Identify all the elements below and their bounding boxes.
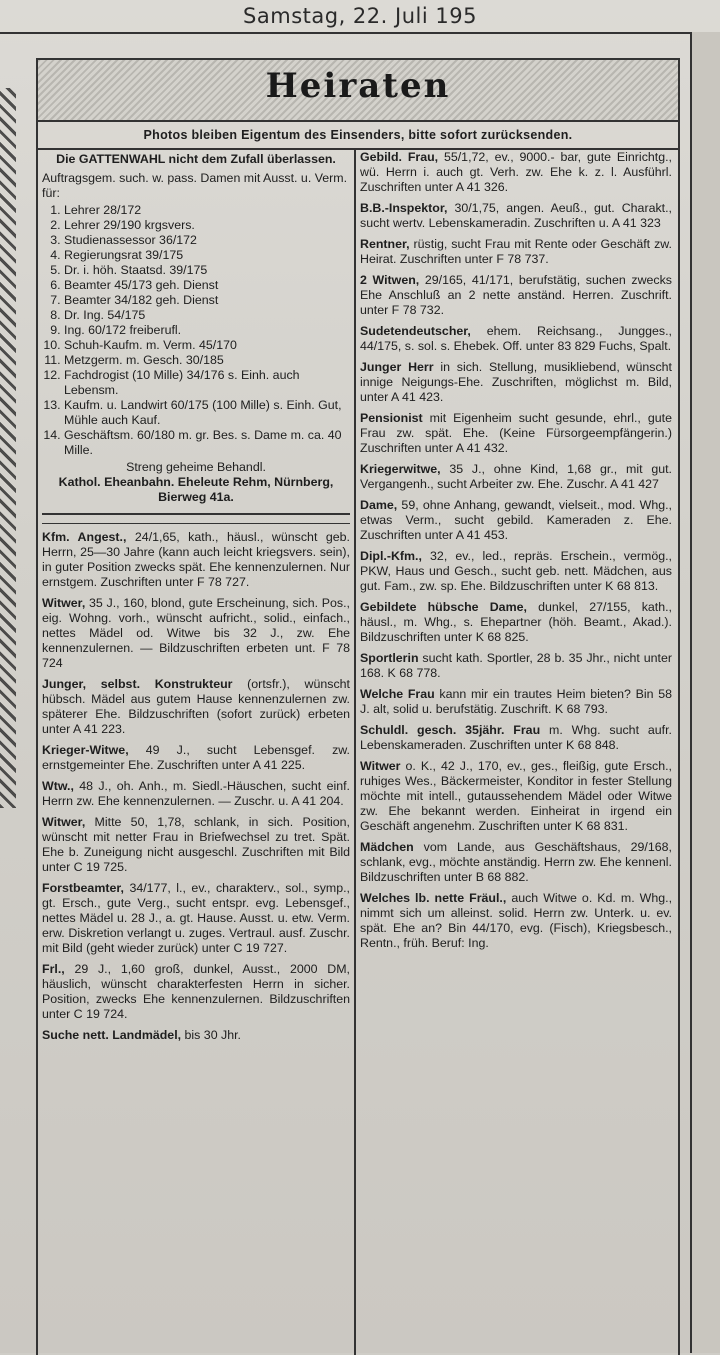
classified-ad <box>360 549 672 594</box>
ad-text: 59, ohne Anhang, gewandt, vielseit., mod. Whg., etwas Verm., sucht gebild. Kameraden z. Ehe. Zuschriften unter A 41 453. <box>360 498 672 542</box>
ad-text: 32, ev., led., repräs. Erschein., vermög., PKW, Haus und Gesch., sucht geb. nett. Mädchen, aus gut. Fam., zw. sp. Ehe. Bildzuschriften unter K 68 813. <box>360 549 672 593</box>
list-item: 13. Kaufm. u. Landwirt 60/175 (100 Mille) s. Einh. Gut, Mühle auch Kauf. <box>64 398 350 428</box>
classified-ad <box>360 600 672 645</box>
ad-text: kann mir ein trautes Heim bieten? Bin 58 J. alt, solid u. berufstätig. Zuschrift. K 68 793. <box>360 687 672 716</box>
ad-lead: Sportlerin <box>360 651 419 665</box>
agency-ad <box>42 152 350 515</box>
ad-text: 30/1,75, angen. Aeuß., gut. Charakt., sucht wertv. Lebenskameradin. Zuschriften u. A 41 323 <box>360 201 672 230</box>
ad-text: (ortsfr.), wünscht hübsch. Mädel aus gutem Hause kennenzulernen zw. späterer Ehe. Bildzuschriften (sofort zurück) erbeten unter A 41 223. <box>42 677 350 736</box>
ad-text: in sich. Stellung, musikliebend, wünscht innige Neigungs-Ehe. Zuschriften, möglichst m. Bild, unter A 41 423. <box>360 360 672 404</box>
classified-ad <box>360 840 672 885</box>
list-item: 4. Regierungsrat 39/175 <box>64 248 350 263</box>
ad-text: vom Lande, aus Geschäftshaus, 29/168, schlank, evg., möchte anständig. Herrn zw. Ehe kennenl. Bildzuschriften unter B 68 882. <box>360 840 672 884</box>
left-ads-list <box>42 523 350 1043</box>
ad-lead: Junger Herr <box>360 360 434 374</box>
classified-ad <box>42 530 350 590</box>
ad-lead: Witwer, <box>42 596 86 610</box>
section-title: Heiraten <box>265 66 451 106</box>
right-column <box>360 150 672 1350</box>
list-item: 6. Beamter 45/173 geh. Dienst <box>64 278 350 293</box>
ad-text: bis 30 Jhr. <box>181 1028 241 1042</box>
top-rule <box>0 32 720 34</box>
ad-lead: Witwer, <box>42 815 86 829</box>
list-item: 14. Geschäftsm. 60/180 m. gr. Bes. s. Dame m. ca. 40 Mille. <box>64 428 350 458</box>
ad-lead: Gebildete hübsche Dame, <box>360 600 527 614</box>
list-item: 2. Lehrer 29/190 krgsvers. <box>64 218 350 233</box>
classified-ad <box>42 962 350 1022</box>
ad-text: o. K., 42 J., 170, ev., ges., fleißig, gute Ersch., ruhiges Wes., Bäckermeister, Konditor in fester Stellung möchte mit intell., gutaussehendem Mädel oder Witwe zw. Ehe bekannt werden. Einheirat in irgend ein Geschäft angenehm. Zuschriften unter K 68 831. <box>360 759 672 833</box>
ad-text: 48 J., oh. Anh., m. Siedl.-Häuschen, sucht einf. Herrn zw. Ehe kennenzulernen. — Zuschr. u. A 41 204. <box>42 779 350 808</box>
ad-lead: Welches lb. nette Fräul., <box>360 891 507 905</box>
ad-lead: Frl., <box>42 962 65 976</box>
classified-ad <box>42 596 350 671</box>
ad-lead: Forstbeamter, <box>42 881 124 895</box>
agency-firm: Kathol. Eheanbahn. Eheleute Rehm, Nürnberg, Bierweg 41a. <box>58 475 334 504</box>
ad-text: mit Eigenheim sucht gesunde, ehrl., gute Frau zw. spät. Ehe. (Keine Fürsorgeempfängerin.) Zuschriften unter A 41 432. <box>360 411 672 455</box>
ad-text: auch Witwe o. Kd. m. Whg., nimmt sich um alleinst. solid. Herrn zw. Unterk. u. ev. spät. Ehe an? Bin 44/170, evg. (Fisch), Kriegsbesch., Rentn., früh. Beruf: Ing. <box>360 891 672 950</box>
ad-lead: Dame, <box>360 498 398 512</box>
classified-ad <box>360 723 672 753</box>
list-item: 10. Schuh-Kaufm. m. Verm. 45/170 <box>64 338 350 353</box>
ad-text: rüstig, sucht Frau mit Rente oder Geschäft zw. Heirat. Zuschriften unter F 78 737. <box>360 237 672 266</box>
ad-text: sucht kath. Sportler, 28 b. 35 Jhr., nicht unter 168. K 68 778. <box>360 651 672 680</box>
list-item: 1. Lehrer 28/172 <box>64 203 350 218</box>
ad-text: 35 J., 160, blond, gute Erscheinung, sich. Pos., eig. Wohng. vorh., wünscht aufricht., solid., einfach., nettes Mädel od. Witwe bis 32 J., zw. Ehe kennenzulernen. — Bildzuschriften erbeten unt. F 78 724 <box>42 596 350 670</box>
classified-ad <box>360 498 672 543</box>
ad-lead: Welche Frau <box>360 687 435 701</box>
ad-text: 29 J., 1,60 groß, dunkel, Ausst., 2000 DM, häuslich, wünscht charakterfesten Herrn in sicher. Position, zwecks Ehe kennenzulernen. Bildzuschriften unter C 19 724. <box>42 962 350 1021</box>
ad-text: Mitte 50, 1,78, schlank, in sich. Position, wünscht mit netter Frau in Briefwechsel zu tret. Spät. Ehe b. Zuneigung nicht ausgeschl. Zuschriften mit Bild unter C 19 725. <box>42 815 350 874</box>
classified-ad <box>360 324 672 354</box>
ad-lead: Witwer <box>360 759 401 773</box>
ad-text: 24/1,65, kath., häusl., wünscht geb. Herrn, 25—30 Jahre (kann auch leicht kriegsvers. sein), in guter Position zwecks spät. Ehe kennenzulernen. Nur ernstgem. Zuschriften unter F 78 727. <box>42 530 350 589</box>
list-item: 3. Studienassessor 36/172 <box>64 233 350 248</box>
list-item: 7. Beamter 34/182 geh. Dienst <box>64 293 350 308</box>
classified-ad <box>42 677 350 737</box>
classified-ad <box>360 651 672 681</box>
classified-ad <box>360 360 672 405</box>
classified-ad <box>360 237 672 267</box>
agency-headline: Die GATTENWAHL nicht dem Zufall überlassen. <box>56 152 336 166</box>
ad-lead: 2 Witwen, <box>360 273 420 287</box>
list-item: 11. Metzgerm. m. Gesch. 30/185 <box>64 353 350 368</box>
left-edge-ornament <box>0 88 16 808</box>
photo-notice: Photos bleiben Eigentum des Einsenders, bitte sofort zurücksenden. <box>38 122 678 150</box>
list-item: 12. Fachdrogist (10 Mille) 34/176 s. Einh. auch Lebensm. <box>64 368 350 398</box>
left-column <box>42 150 350 1350</box>
ad-text: ehem. Reichsang., Jungges., 44/175, s. sol. s. Ehebek. Off. unter 83 829 Fuchs, Spalt. <box>360 324 672 353</box>
agency-secrecy-note: Streng geheime Behandl. <box>126 460 266 474</box>
ad-lead: Sudetendeutscher, <box>360 324 471 338</box>
ad-text: 29/165, 41/171, berufstätig, suchen zwecks Ehe Anschluß an 2 nette anständ. Herren. Zuschrift. unter F 78 732. <box>360 273 672 317</box>
ad-text: 49 J., sucht Lebensgef. zw. ernstgemeinter Ehe. Zuschriften unter A 41 225. <box>42 743 350 772</box>
marriage-ads-section <box>36 58 680 1355</box>
ad-text: dunkel, 27/155, kath., häusl., m. Whg., s. Ehepartner (höh. Beamt., Akad.). Bildzuschriften unter K 68 825. <box>360 600 672 644</box>
classified-ad <box>360 150 672 195</box>
ad-lead: Pensionist <box>360 411 423 425</box>
adjacent-column-edge <box>690 32 720 1353</box>
ad-text: 55/1,72, ev., 9000.- bar, gute Einrichtg., wü. Herrn i. auch gt. Verh. zw. Ehe k. z. l. Ausführl. Zuschriften unter A 41 326. <box>360 150 672 194</box>
list-item: 5. Dr. i. höh. Staatsd. 39/175 <box>64 263 350 278</box>
classified-ad <box>42 881 350 956</box>
classified-ad <box>360 687 672 717</box>
ad-lead: Krieger-Witwe, <box>42 743 129 757</box>
classified-ad <box>360 759 672 834</box>
classified-ad <box>42 1028 350 1043</box>
classified-ad <box>42 815 350 875</box>
ad-lead: Kfm. Angest., <box>42 530 127 544</box>
ad-lead: Schuldl. gesch. 35jähr. Frau <box>360 723 541 737</box>
ad-lead: Suche nett. Landmädel, <box>42 1028 182 1042</box>
classified-ad <box>42 779 350 809</box>
column-divider <box>354 150 356 1355</box>
dateline: Samstag, 22. Juli 195 <box>243 4 477 28</box>
ad-lead: Dipl.-Kfm., <box>360 549 422 563</box>
ad-lead: Gebild. Frau, <box>360 150 439 164</box>
ad-lead: Rentner, <box>360 237 410 251</box>
ad-text: m. Whg. sucht aufr. Lebenskameraden. Zuschriften unter K 68 848. <box>360 723 672 752</box>
ad-lead: Mädchen <box>360 840 414 854</box>
section-header <box>38 60 678 122</box>
ad-text: 35 J., ohne Kind, 1,68 gr., mit gut. Vergangenh., sucht Arbeiter zw. Ehe. Zuschr. A 41 427 <box>360 462 672 491</box>
ad-lead: Kriegerwitwe, <box>360 462 441 476</box>
classified-ad <box>360 201 672 231</box>
ad-lead: B.B.-Inspektor, <box>360 201 448 215</box>
classified-ad <box>360 411 672 456</box>
ad-lead: Junger, selbst. Konstrukteur <box>42 677 233 691</box>
classified-ad <box>360 891 672 951</box>
classified-ad <box>360 273 672 318</box>
agency-list <box>42 203 350 458</box>
ad-text: 34/177, l., ev., charakterv., sol., symp., gt. Ersch., gute Verg., sucht entspr. evg. Lebensgef., nettes Mädel u. 28 J., a. gt. Hause. Ausst. u. etw. Verm. erw. Diskretion verlangt u. zuges. Vertraul. ausf. Zuschr. mit Bild (geht wieder zurück) unter C 19 727. <box>42 881 350 955</box>
classified-ad <box>42 743 350 773</box>
agency-intro: Auftragsgem. such. w. pass. Damen mit Ausst. u. Verm. für: <box>42 171 348 200</box>
classified-ad <box>360 462 672 492</box>
ad-lead: Wtw., <box>42 779 74 793</box>
list-item: 9. Ing. 60/172 freiberufl. <box>64 323 350 338</box>
list-item: 8. Dr. Ing. 54/175 <box>64 308 350 323</box>
